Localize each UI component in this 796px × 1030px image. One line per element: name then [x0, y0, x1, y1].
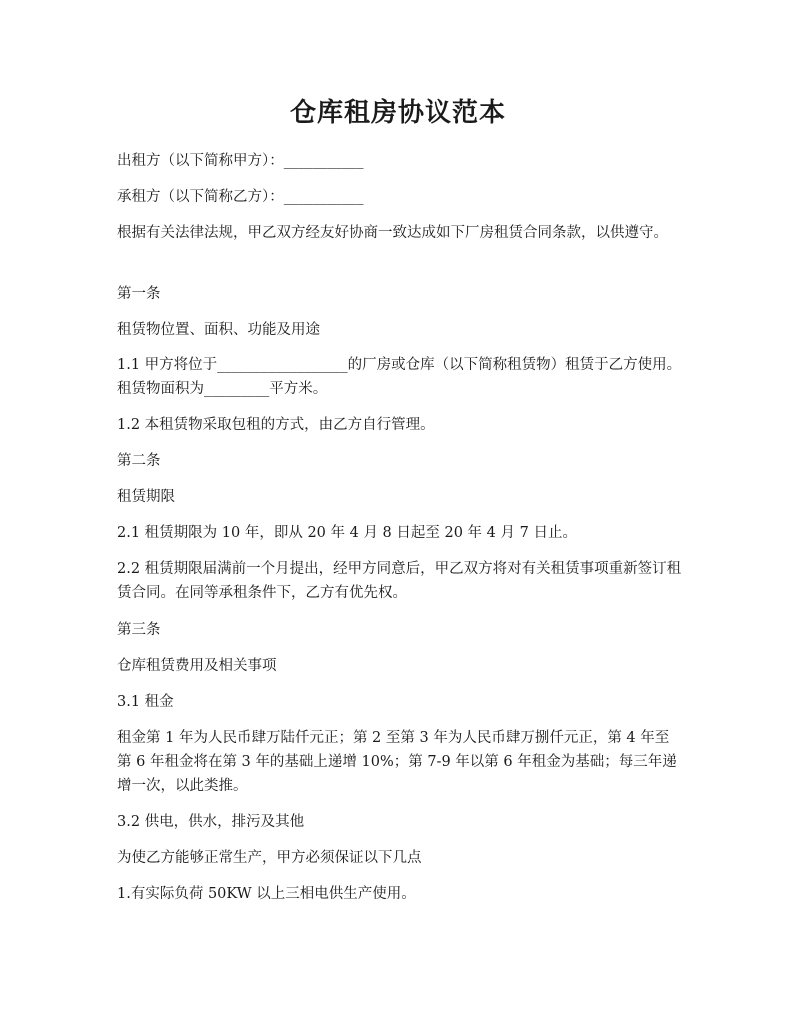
paragraph-2-1: 2.1 租赁期限为 10 年，即从 20 年 4 月 8 日起至 20 年 4 月 7 日止。 — [117, 525, 577, 541]
paragraph-power-supply: 1.有实际负荷 50KW 以上三相电供生产使用。 — [117, 886, 416, 902]
paragraph-1-2: 1.2 本租赁物采取包租的方式，由乙方自行管理。 — [117, 417, 435, 433]
paragraph-guarantee-intro: 为使乙方能够正常生产，甲方必须保证以下几点 — [117, 850, 422, 866]
section-heading-location: 租赁物位置、面积、功能及用途 — [117, 322, 320, 338]
paragraph-3-2-heading: 3.2 供电，供水，排污及其他 — [117, 814, 305, 830]
paragraph-1-1: 1.1 甲方将位于__________________的厂房或仓库（以下简称租赁物）租赁于乙方使用。租赁物面积为_________平方米。 — [117, 357, 682, 397]
section-heading-term: 租赁期限 — [117, 489, 175, 505]
article-heading-3: 第三条 — [117, 622, 161, 638]
paragraph-lessee: 承租方（以下简称乙方）：___________ — [117, 189, 364, 205]
paragraph-lessor: 出租方（以下简称甲方）：___________ — [117, 153, 364, 169]
paragraph-3-1-heading: 3.1 租金 — [117, 694, 174, 710]
paragraph-2-2: 2.2 租赁期限届满前一个月提出，经甲方同意后，甲乙双方将对有关租赁事项重新签订租赁合同。在同等承租条件下，乙方有优先权。 — [117, 561, 682, 601]
article-heading-2: 第二条 — [117, 453, 161, 469]
paragraph-preamble: 根据有关法律法规，甲乙双方经友好协商一致达成如下厂房租赁合同条款，以供遵守。 — [117, 225, 668, 241]
document-title: 仓库租房协议范本 — [289, 98, 506, 128]
section-heading-fees: 仓库租赁费用及相关事项 — [117, 658, 277, 674]
paragraph-rent-details: 租金第 1 年为人民币肆万陆仟元正；第 2 至第 3 年为人民币肆万捌仟元正，第 4 年至第 6 年租金将在第 3 年的基础上递增 10%；第 7-9 年以第 6 年租金为基础；每三年递增一次，以此类推。 — [117, 730, 677, 794]
article-heading-1: 第一条 — [117, 286, 161, 302]
